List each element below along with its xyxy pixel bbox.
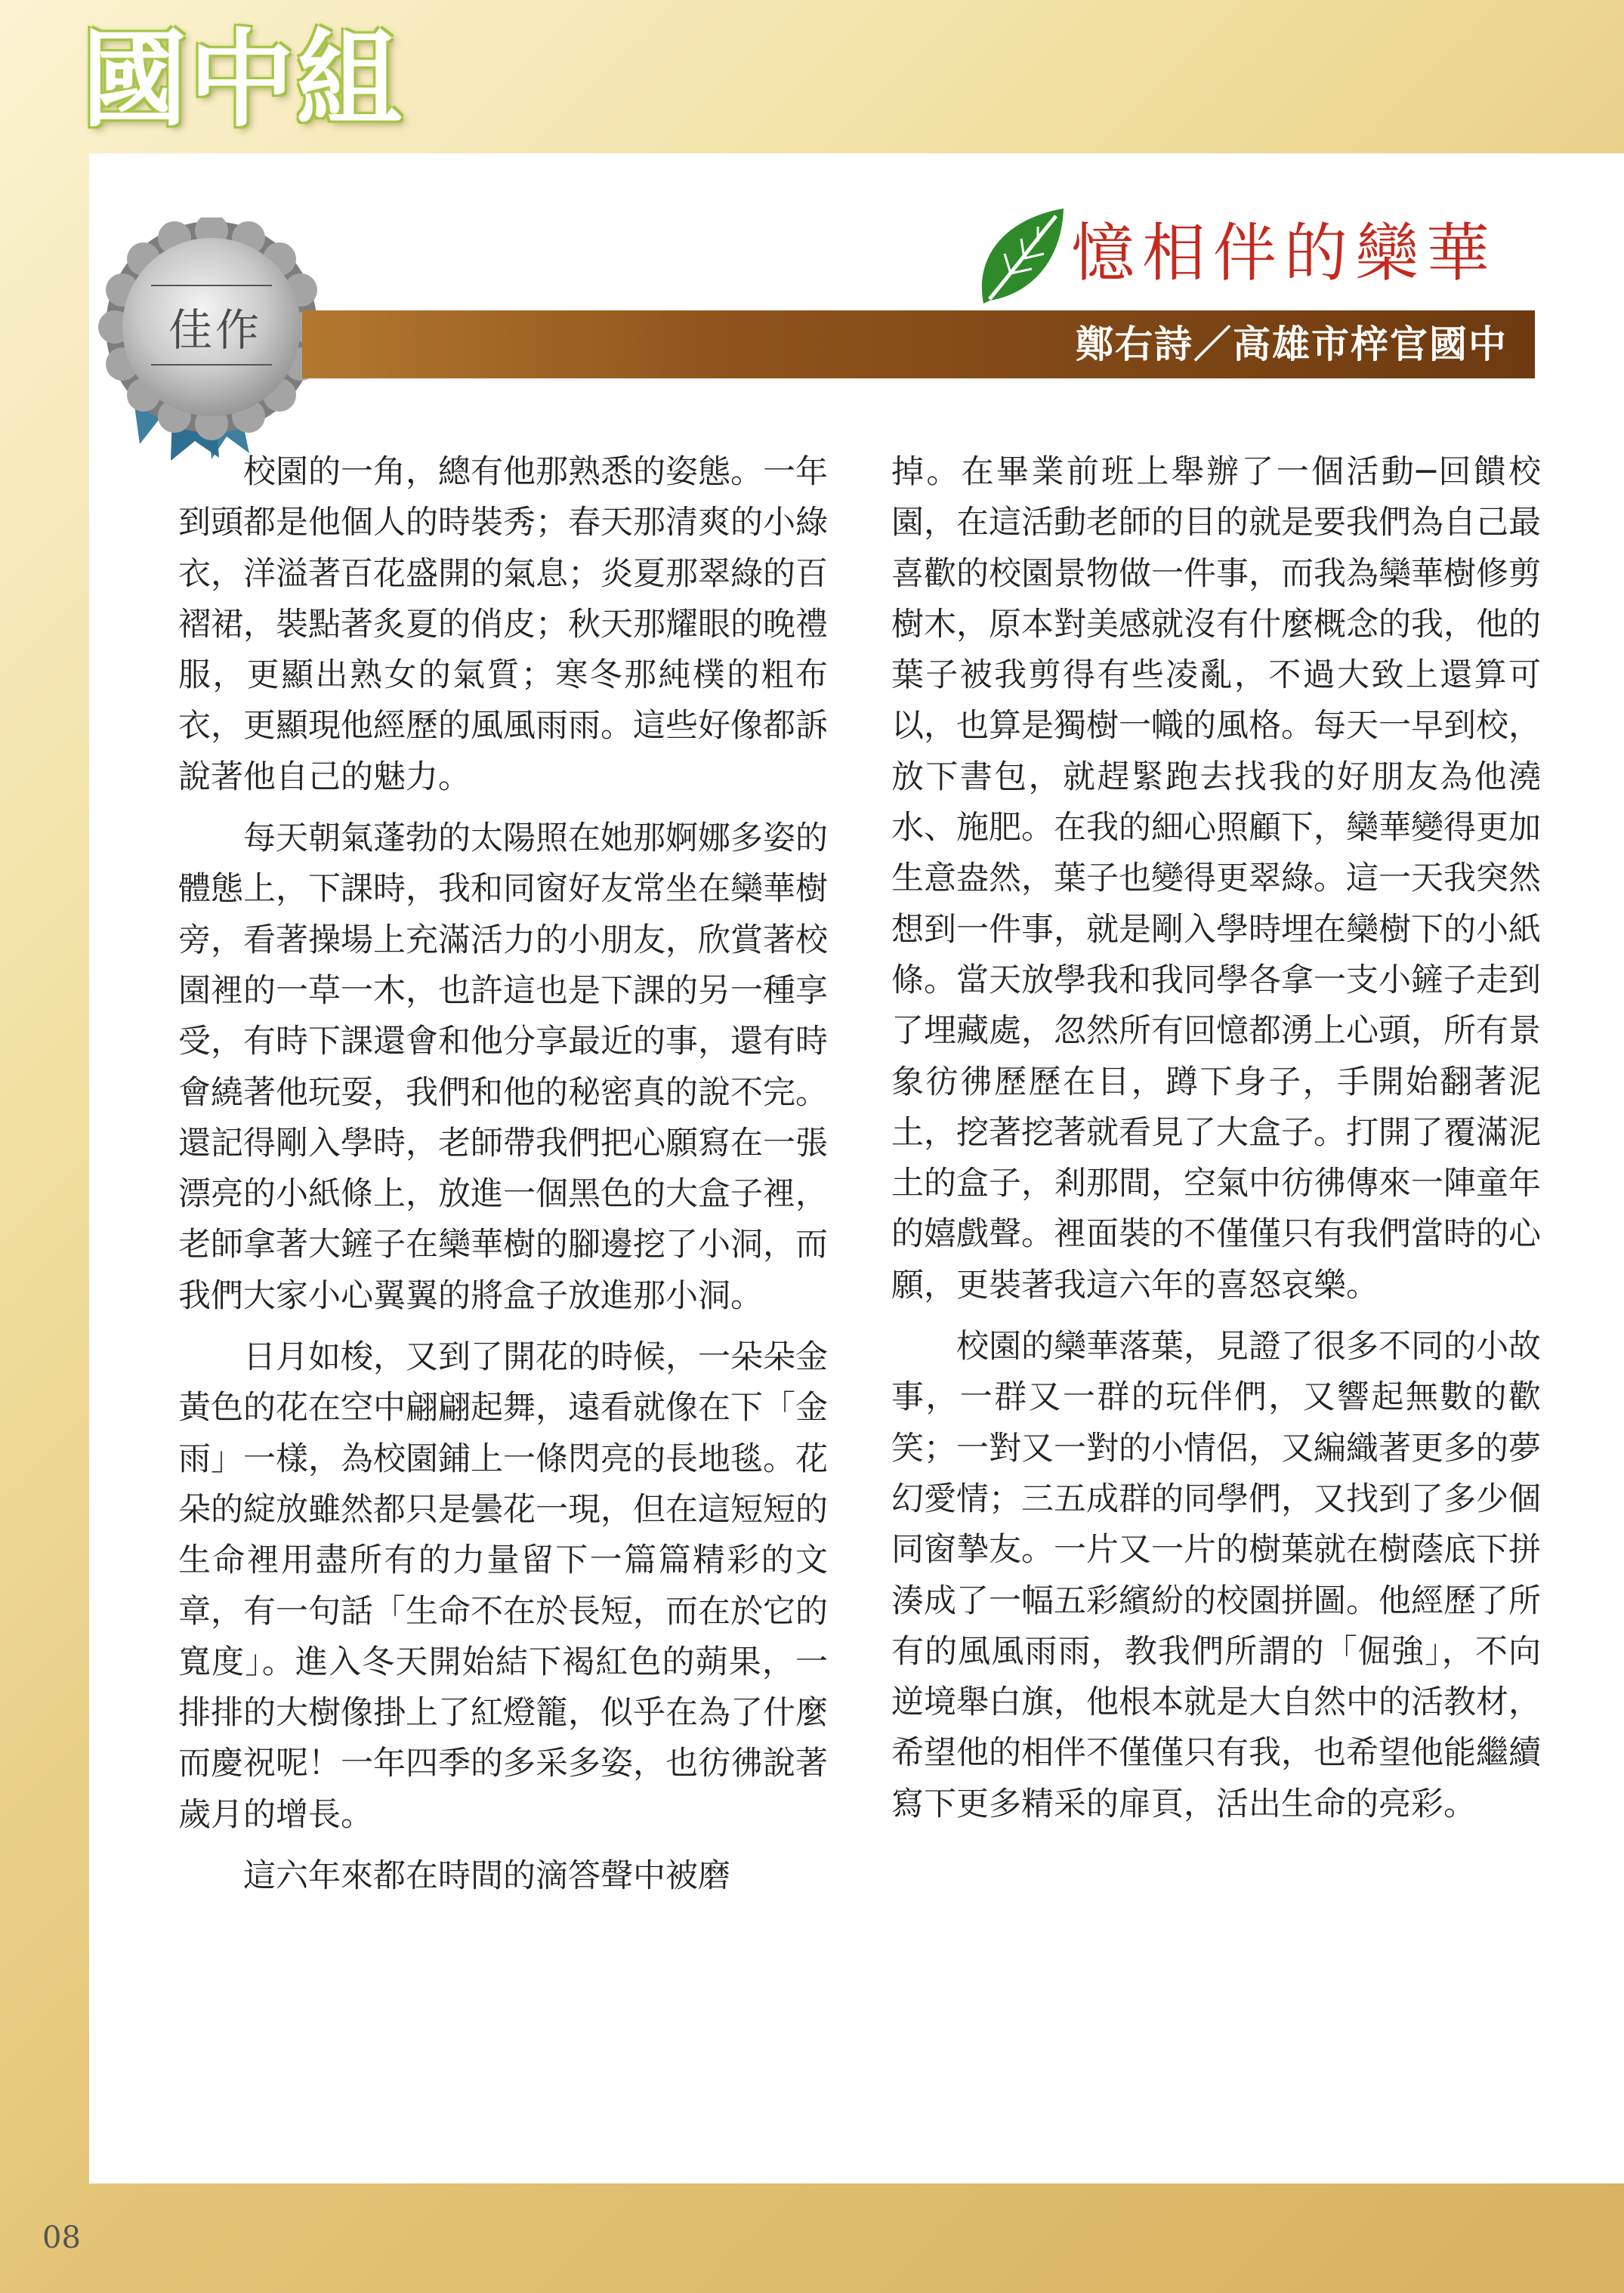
paragraph: 這六年來都在時間的滴答聲中被磨 <box>243 1857 730 1896</box>
award-label: 佳作 <box>168 304 262 356</box>
paragraph: 每天朝氣蓬勃的太陽照在她那婀娜多姿的體態上，下課時，我和同窗好友常坐在欒華樹旁，看著操場上充滿活力的小朋友，欣賞著校園裡的一草一木，也許這也是下課的另一種享受，有時下課還會和他分享最近的事，還有時會繞著他玩耍，我們和他的秘密真的說不完。還記得剛入學時，老師帶我們把心願寫在一張漂亮的小紙條上，放進一個黑色的大盒子裡，老師拿著大鏟子在欒華樹的腳邊挖了小洞，而我們大家小心翼翼的將盒子放進那小洞。 <box>178 819 828 1315</box>
text-column-right <box>891 447 1541 1841</box>
paragraph: 校園的一角，總有他那熟悉的姿態。一年到頭都是他個人的時裝秀；春天那清爽的小綠衣，洋溢著百花盛開的氣息；炎夏那翠綠的百褶裙，裝點著炙夏的俏皮；秋天那耀眼的晚禮服，更顯出熟女的氣質；寒冬那純樸的粗布衣，更顯現他經歷的風風雨雨。這些好像都訴說著他自己的魅力。 <box>178 453 828 796</box>
paragraph: 校園的欒華落葉，見證了很多不同的小故事，一群又一群的玩伴們，又響起無數的歡笑；一對又一對的小情侶，又編織著更多的夢幻愛情；三五成群的同學們，又找到了多少個同窗摯友。一片又一片的樹葉就在樹蔭底下拼湊成了一幅五彩繽紛的校園拼圖。他經歷了所有的風風雨雨，教我們所謂的「倔強」，不向逆境舉白旗，他根本就是大自然中的活教材，希望他的相伴不僅僅只有我，也希望他能繼續寫下更多精采的扉頁，活出生命的亮彩。 <box>891 1328 1541 1823</box>
paragraph: 日月如梭，又到了開花的時候，一朵朵金黃色的花在空中翩翩起舞，遠看就像在下「金雨」一樣，為校園鋪上一條閃亮的長地毯。花朵的綻放雖然都只是曇花一現，但在這短短的生命裡用盡所有的力量留下一篇篇精彩的文章，有一句話「生命不在於長短，而在於它的寬度」。進入冬天開始結下褐紅色的蒴果，一排排的大樹像掛上了紅燈籠，似乎在為了什麼而慶祝呢！一年四季的多采多姿，也彷彿說著歲月的增長。 <box>178 1338 828 1834</box>
page-number: 08 <box>42 2220 81 2255</box>
paragraph: 掉。在畢業前班上舉辦了一個活動─回饋校園，在這活動老師的目的就是要我們為自己最喜歡的校園景物做一件事，而我為欒華樹修剪樹木，原本對美感就沒有什麼概念的我，他的葉子被我剪得有些凌亂，不過大致上還算可以，也算是獨樹一幟的風格。每天一早到校，放下書包，就趕緊跑去找我的好朋友為他澆水、施肥。在我的細心照顧下，欒華變得更加生意盎然，葉子也變得更翠綠。這一天我突然想到一件事，就是剛入學時埋在欒樹下的小紙條。當天放學我和我同學各拿一支小鏟子走到了埋藏處，忽然所有回憶都湧上心頭，所有景象彷彿歷歷在目，蹲下身子，手開始翻著泥土，挖著挖著就看見了大盒子。打開了覆滿泥土的盒子，剎那間，空氣中彷彿傳來一陣童年的嬉戲聲。裡面裝的不僅僅只有我們當時的心願，更裝著我這六年的喜怒哀樂。 <box>891 453 1541 1304</box>
author-line: 鄭右詩／高雄市梓官國中 <box>1076 323 1508 366</box>
category-title: 國中組 <box>82 19 404 142</box>
leaf-icon <box>974 204 1073 310</box>
author-bar <box>302 310 1535 378</box>
text-column-left <box>178 447 828 1912</box>
essay-title: 憶相伴的欒華 <box>1071 216 1498 290</box>
